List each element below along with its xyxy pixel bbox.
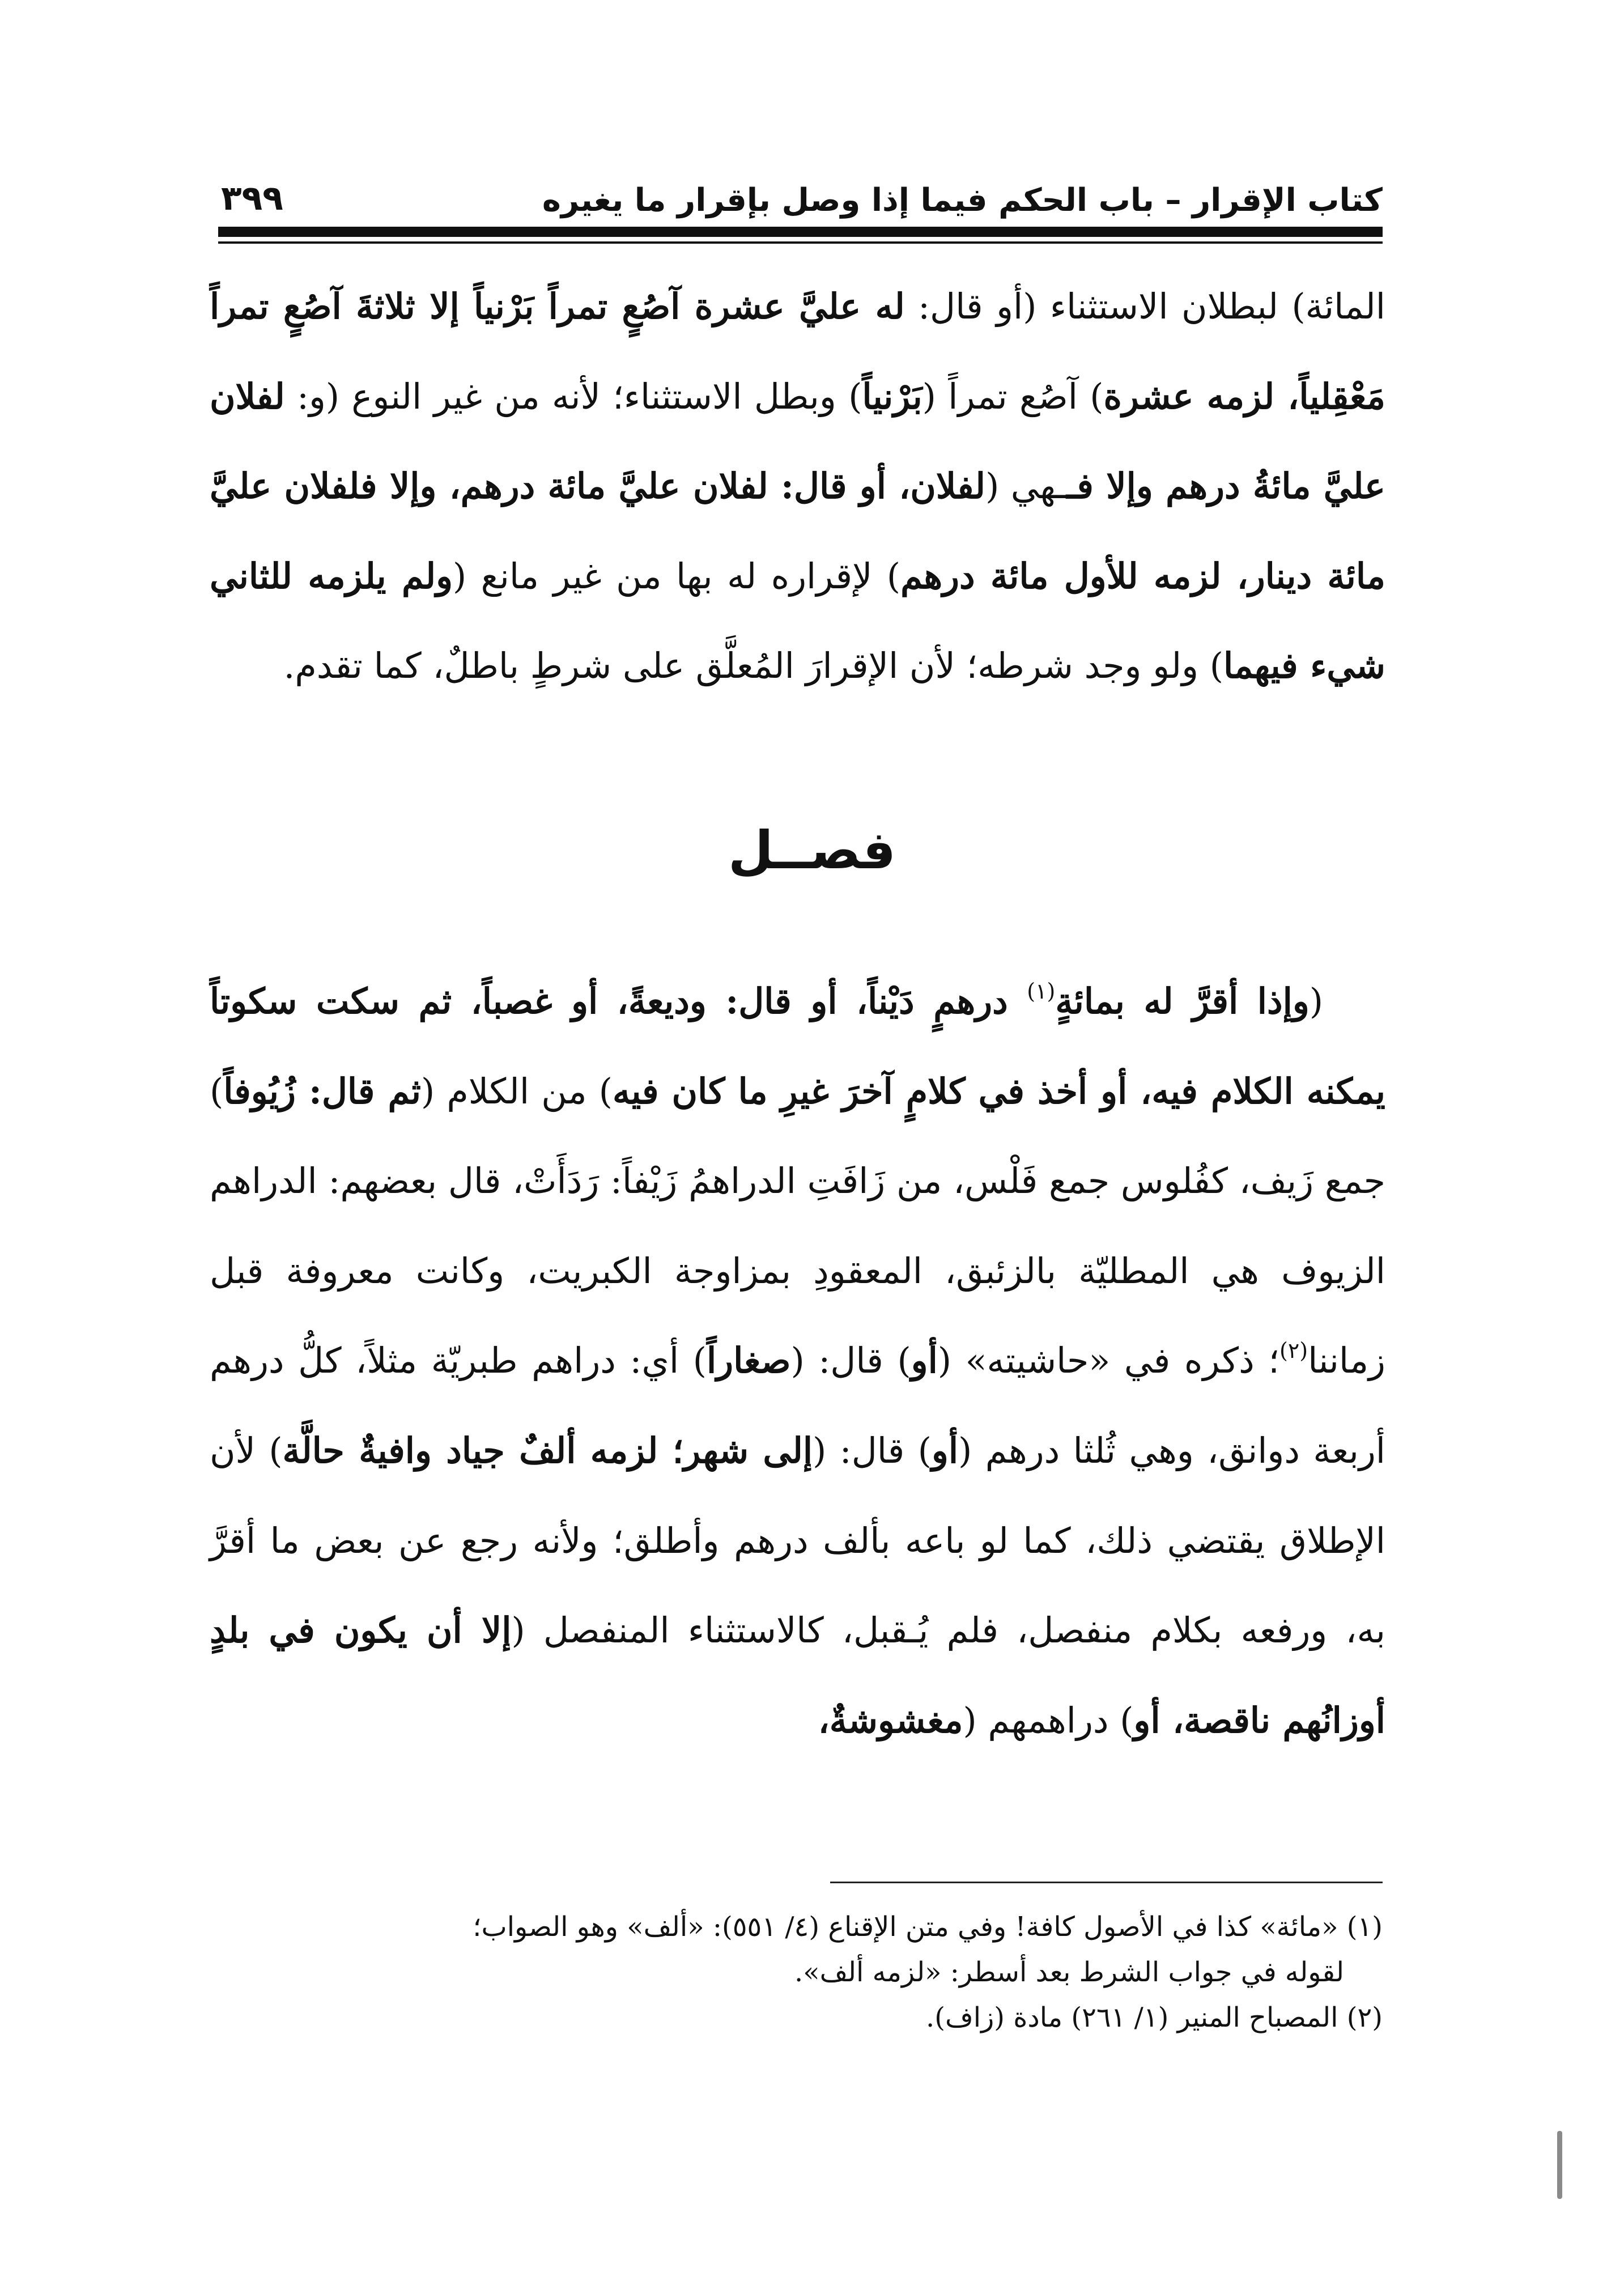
footnotes xyxy=(221,1904,1383,2040)
footnote-2-number: (٢) xyxy=(1346,2002,1383,2033)
running-head xyxy=(215,154,1383,219)
header-rule-thin xyxy=(218,241,1383,244)
footnote-1-text: «مائة» كذا في الأصول كافة! وفي متن الإقناع (٤/ ٥٥١): «ألف» وهو الصواب؛ xyxy=(473,1911,1338,1943)
footnote-1-continuation: لقوله في جواب الشرط بعد أسطر: «لزمه ألف». xyxy=(794,1956,1344,1988)
footnote-1-number: (١) xyxy=(1346,1911,1383,1943)
footnote-1 xyxy=(221,1904,1383,1950)
section-heading: فصــل xyxy=(728,820,896,881)
footnote-ref-2[interactable]: (٢) xyxy=(1279,1338,1308,1364)
footnote-separator xyxy=(830,1882,1383,1883)
header-rule-thick xyxy=(218,227,1383,237)
header-title: كتاب الإقرار – باب الحكم فيما إذا وصل بإقرار ما يغيره xyxy=(542,182,1383,219)
paragraph-2: (وإذا أقرَّ له بمائةٍ$^{(١)}$ درهمٍ دَيْناً، أو قال: وديعةً، أو غصباً، ثم سكت سكوتاً يمكنه الكلام فيه، أو أخذ في كلامٍ آخرَ غيرِ ما كان فيه) من الكلام (ثم قال: زُيُوفاً) جمع زَيف، كفُلوس جمع فَلْس، من زَافَتِ الدراهمُ زَيْفاً: رَدَأَتْ، قال بعضهم: الدراهم الزيوف هي المطليّة بالزئبق، المعقودِ بمزاوجة الكبريت، وكانت معروفة قبل زماننا$^{(٢)}$؛ ذكره في «حاشيته» (أو) قال: (صغاراً) أي: دراهم طبريّة مثلاً، كلُّ درهم أربعة دوانق، وهي ثُلثا درهم (أو) قال: (إلى شهر؛ لزمه ألفٌ جياد وافيةٌ حالَّة) لأن الإطلاق يقتضي ذلك، كما لو باعه بألف درهم وأطلق؛ ولأنه رجع عن بعض ما أقرَّ به، ورفعه بكلام منفصل، فلم يُـقبل، كالاستثناء المنفصل (إلا أن يكون في بلدٍ أوزانُهم ناقصة، أو) دراهمهم (مغشوشةٌ، xyxy=(210,979,1385,1741)
footnote-ref-1[interactable]: (١) xyxy=(1027,979,1056,1004)
paragraph-1: المائة) لبطلان الاستثناء (أو قال: له عليَّ عشرة آصُعٍ تمراً بَرْنياً إلا ثلاثةَ آصُعٍ تمراً مَعْقِلياً، لزمه عشرة) آصُع تمراً (بَرْنياً) وبطل الاستثناء؛ لأنه من غير النوع (و: لفلان عليَّ مائةُ درهم وإلا فــهي (لفلان، أو قال: لفلان عليَّ مائة درهم، وإلا فلفلان عليَّ مائة دينار، لزمه للأول مائة درهم) لإقراره له بها من غير مانع (ولم يلزمه للثاني شيء فيهما) ولو وجد شرطه؛ لأن الإقرارَ المُعلَّق على شرطٍ باطلٌ، كما تقدم. xyxy=(210,286,1386,687)
page-number: ٣٩٩ xyxy=(221,179,283,218)
footnote-2-text: المصباح المنير (١/ ٢٦١) مادة (زاف). xyxy=(925,2002,1338,2033)
scan-mark xyxy=(1557,2131,1562,2199)
footnote-2 xyxy=(221,1995,1383,2040)
